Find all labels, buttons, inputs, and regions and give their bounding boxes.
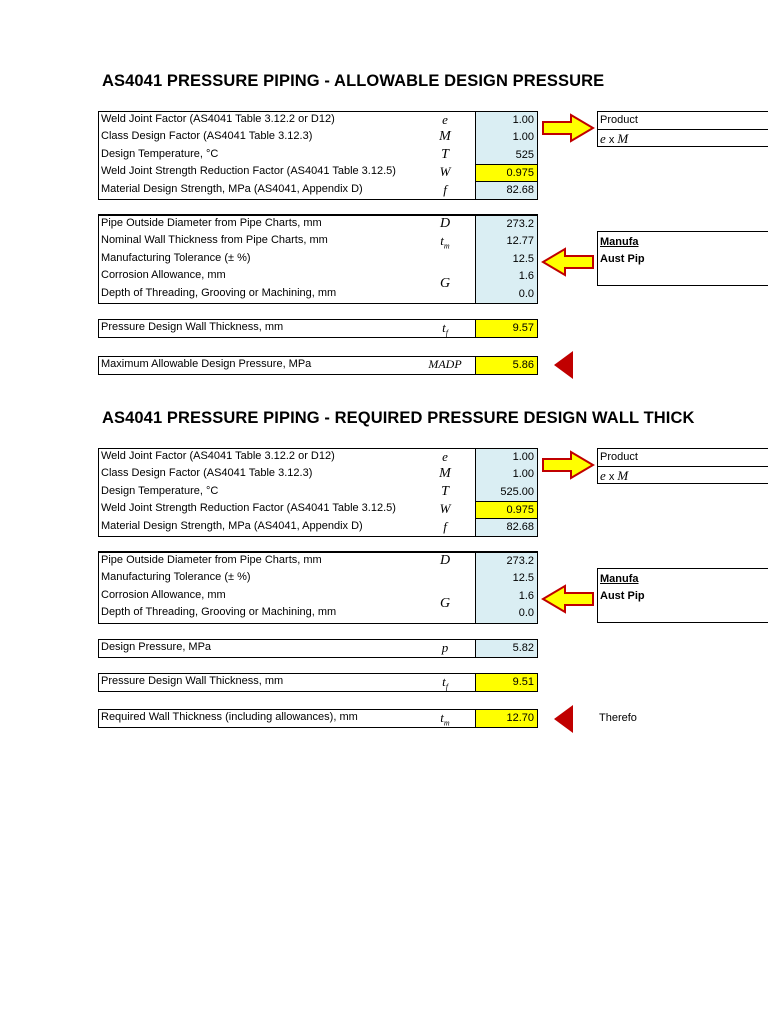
table-row bbox=[99, 357, 537, 374]
design-pressure-label: Design Pressure, MPa bbox=[101, 641, 212, 653]
symbol-subscript: m bbox=[443, 241, 450, 251]
weld-joint-factor-value[interactable]: 1.00 bbox=[475, 449, 537, 466]
corrosion-allowance-label: Corrosion Allowance, mm bbox=[101, 588, 226, 601]
symbol-subscript: m bbox=[443, 718, 450, 728]
threading-depth-label: Depth of Threading, Grooving or Machining, mm bbox=[101, 606, 337, 619]
formula-m: M bbox=[617, 468, 629, 483]
marker-triangle-icon bbox=[553, 350, 575, 380]
product-formula bbox=[598, 129, 768, 147]
section1-manufacturer-box bbox=[597, 231, 768, 286]
weld-joint-factor-symbol: e bbox=[442, 449, 448, 464]
class-design-factor-symbol: M bbox=[439, 129, 451, 145]
section2-pipe-table bbox=[98, 551, 538, 624]
material-design-strength-label: Material Design Strength, MPa (AS4041, Appendix D) bbox=[101, 519, 363, 532]
symbol-subscript: f bbox=[445, 682, 448, 692]
product-heading: Product bbox=[600, 114, 638, 126]
material-design-strength-value[interactable]: 82.68 bbox=[475, 182, 537, 199]
table-row bbox=[99, 605, 537, 622]
madp-value: 5.86 bbox=[475, 357, 537, 374]
table-row bbox=[99, 147, 537, 164]
table-row bbox=[99, 640, 537, 657]
threading-depth-value[interactable]: 0.0 bbox=[475, 605, 537, 622]
section1-pipe-table bbox=[98, 214, 538, 304]
pressure-design-wall-symbol bbox=[419, 320, 471, 338]
material-design-strength-value[interactable]: 82.68 bbox=[475, 519, 537, 536]
section2-design-pressure-table bbox=[98, 639, 538, 658]
section2-product-box bbox=[597, 448, 768, 484]
manufacturing-tolerance-value[interactable]: 12.5 bbox=[475, 251, 537, 268]
table-row bbox=[99, 570, 537, 587]
section1-wall-thickness-table bbox=[98, 319, 538, 338]
table-row bbox=[99, 112, 537, 129]
required-wall-thickness-symbol bbox=[419, 710, 471, 728]
design-temperature-label: Design Temperature, °C bbox=[101, 147, 219, 160]
formula-e: e bbox=[600, 468, 606, 483]
pressure-design-wall-value: 9.57 bbox=[475, 320, 537, 337]
table-row bbox=[99, 233, 537, 250]
manufacturer-heading: Manufa bbox=[600, 236, 639, 248]
section2-wall-thickness-table bbox=[98, 673, 538, 692]
formula-e: e bbox=[600, 131, 606, 146]
symbol-main: t bbox=[442, 674, 446, 689]
table-row bbox=[99, 182, 537, 199]
section1-title: AS4041 PRESSURE PIPING - ALLOWABLE DESIGN PRESSURE bbox=[102, 72, 605, 90]
pipe-outside-diameter-value[interactable]: 273.2 bbox=[475, 553, 537, 570]
class-design-factor-value[interactable]: 1.00 bbox=[475, 129, 537, 146]
pipe-outside-diameter-value[interactable]: 273.2 bbox=[475, 216, 537, 233]
weld-joint-factor-symbol: e bbox=[442, 112, 448, 127]
design-temperature-symbol: T bbox=[441, 483, 449, 499]
weld-strength-reduction-value: 0.975 bbox=[475, 164, 537, 181]
pipe-outside-diameter-label: Pipe Outside Diameter from Pipe Charts, mm bbox=[101, 554, 322, 566]
marker-triangle-icon bbox=[553, 704, 575, 734]
table-row bbox=[99, 588, 537, 611]
table-row bbox=[99, 466, 537, 483]
manufacturer-name: Aust Pip bbox=[600, 253, 645, 265]
table-row bbox=[99, 484, 537, 501]
table-row bbox=[99, 501, 537, 518]
table-row bbox=[99, 216, 537, 233]
section1-product-box bbox=[597, 111, 768, 147]
class-design-factor-symbol: M bbox=[439, 466, 451, 482]
class-design-factor-label: Class Design Factor (AS4041 Table 3.12.3) bbox=[101, 467, 313, 480]
material-design-strength-symbol: f bbox=[443, 181, 447, 197]
symbol-main: t bbox=[440, 710, 444, 725]
weld-strength-reduction-symbol: W bbox=[439, 164, 451, 180]
manufacturer-name: Aust Pip bbox=[600, 590, 645, 602]
required-wall-thickness-value: 12.70 bbox=[475, 710, 537, 727]
manufacturing-tolerance-label: Manufacturing Tolerance (± %) bbox=[101, 571, 251, 584]
pipe-outside-diameter-label: Pipe Outside Diameter from Pipe Charts, mm bbox=[101, 217, 322, 229]
section2-manufacturer-box bbox=[597, 568, 768, 623]
table-row bbox=[99, 164, 537, 181]
design-pressure-value[interactable]: 5.82 bbox=[475, 640, 537, 657]
table-row bbox=[99, 710, 537, 727]
table-row bbox=[99, 268, 537, 292]
required-wall-thickness-label: Required Wall Thickness (including allowances), mm bbox=[101, 711, 358, 723]
therefore-text: Therefo bbox=[599, 712, 637, 724]
product-formula bbox=[598, 466, 768, 484]
arrow-right-icon bbox=[541, 450, 595, 480]
manufacturing-tolerance-value[interactable]: 12.5 bbox=[475, 570, 537, 587]
arrow-right-icon bbox=[541, 113, 595, 143]
table-row bbox=[99, 553, 537, 570]
section1-madp-table bbox=[98, 356, 538, 375]
corrosion-allowance-symbol: G bbox=[439, 276, 451, 292]
formula-times: x bbox=[605, 471, 618, 483]
threading-depth-label: Depth of Threading, Grooving or Machining, mm bbox=[101, 286, 337, 299]
symbol-main: t bbox=[442, 320, 446, 335]
pressure-design-wall-symbol bbox=[419, 674, 471, 692]
nominal-wall-thickness-symbol bbox=[419, 233, 471, 251]
weld-joint-factor-label: Weld Joint Factor (AS4041 Table 3.12.2 or D12) bbox=[101, 113, 335, 125]
table-row bbox=[99, 129, 537, 146]
section1-factors-table bbox=[98, 111, 538, 200]
pressure-design-wall-value: 9.51 bbox=[475, 674, 537, 691]
formula-times: x bbox=[605, 134, 618, 146]
table-row bbox=[99, 519, 537, 536]
threading-depth-value[interactable]: 0.0 bbox=[475, 286, 537, 303]
material-design-strength-label: Material Design Strength, MPa (AS4041, Appendix D) bbox=[101, 182, 363, 195]
section2-factors-table bbox=[98, 448, 538, 537]
formula-m: M bbox=[617, 131, 629, 146]
table-row bbox=[99, 449, 537, 466]
section2-title: AS4041 PRESSURE PIPING - REQUIRED PRESSURE DESIGN WALL THICK bbox=[102, 409, 695, 427]
nominal-wall-thickness-label: Nominal Wall Thickness from Pipe Charts, mm bbox=[101, 234, 328, 247]
arrow-left-icon bbox=[541, 247, 595, 277]
design-pressure-symbol: p bbox=[441, 640, 449, 655]
manufacturing-tolerance-label: Manufacturing Tolerance (± %) bbox=[101, 251, 251, 264]
table-row bbox=[99, 320, 537, 337]
corrosion-allowance-value[interactable]: 1.6 bbox=[475, 268, 537, 285]
madp-symbol: MADP bbox=[428, 357, 462, 371]
corrosion-allowance-label: Corrosion Allowance, mm bbox=[101, 269, 226, 282]
table-row bbox=[99, 286, 537, 303]
weld-joint-factor-label: Weld Joint Factor (AS4041 Table 3.12.2 or D12) bbox=[101, 450, 335, 462]
nominal-wall-thickness-value[interactable]: 12.77 bbox=[475, 233, 537, 250]
symbol-main: t bbox=[440, 233, 444, 249]
pipe-outside-diameter-symbol: D bbox=[439, 216, 451, 231]
table-row bbox=[99, 251, 537, 268]
weld-strength-reduction-value: 0.975 bbox=[475, 501, 537, 518]
pressure-design-wall-label: Pressure Design Wall Thickness, mm bbox=[101, 675, 284, 687]
design-temperature-value[interactable]: 525 bbox=[475, 147, 537, 164]
madp-label: Maximum Allowable Design Pressure, MPa bbox=[101, 358, 312, 370]
weld-strength-reduction-symbol: W bbox=[439, 501, 451, 517]
class-design-factor-label: Class Design Factor (AS4041 Table 3.12.3) bbox=[101, 130, 313, 143]
corrosion-allowance-symbol: G bbox=[439, 595, 451, 611]
weld-joint-factor-value[interactable]: 1.00 bbox=[475, 112, 537, 129]
design-temperature-label: Design Temperature, °C bbox=[101, 484, 219, 497]
symbol-subscript: f bbox=[445, 328, 448, 338]
manufacturer-heading: Manufa bbox=[600, 573, 639, 585]
class-design-factor-value[interactable]: 1.00 bbox=[475, 466, 537, 483]
pipe-outside-diameter-symbol: D bbox=[439, 553, 451, 568]
design-temperature-value[interactable]: 525.00 bbox=[475, 484, 537, 501]
weld-strength-reduction-label: Weld Joint Strength Reduction Factor (AS4041 Table 3.12.5) bbox=[101, 165, 396, 178]
table-row bbox=[99, 674, 537, 691]
pressure-design-wall-label: Pressure Design Wall Thickness, mm bbox=[101, 321, 284, 333]
corrosion-allowance-value[interactable]: 1.6 bbox=[475, 588, 537, 605]
design-temperature-symbol: T bbox=[441, 146, 449, 162]
weld-strength-reduction-label: Weld Joint Strength Reduction Factor (AS4041 Table 3.12.5) bbox=[101, 502, 396, 515]
product-heading: Product bbox=[600, 451, 638, 463]
section2-required-thickness-table bbox=[98, 709, 538, 728]
arrow-left-icon bbox=[541, 584, 595, 614]
material-design-strength-symbol: f bbox=[443, 518, 447, 534]
